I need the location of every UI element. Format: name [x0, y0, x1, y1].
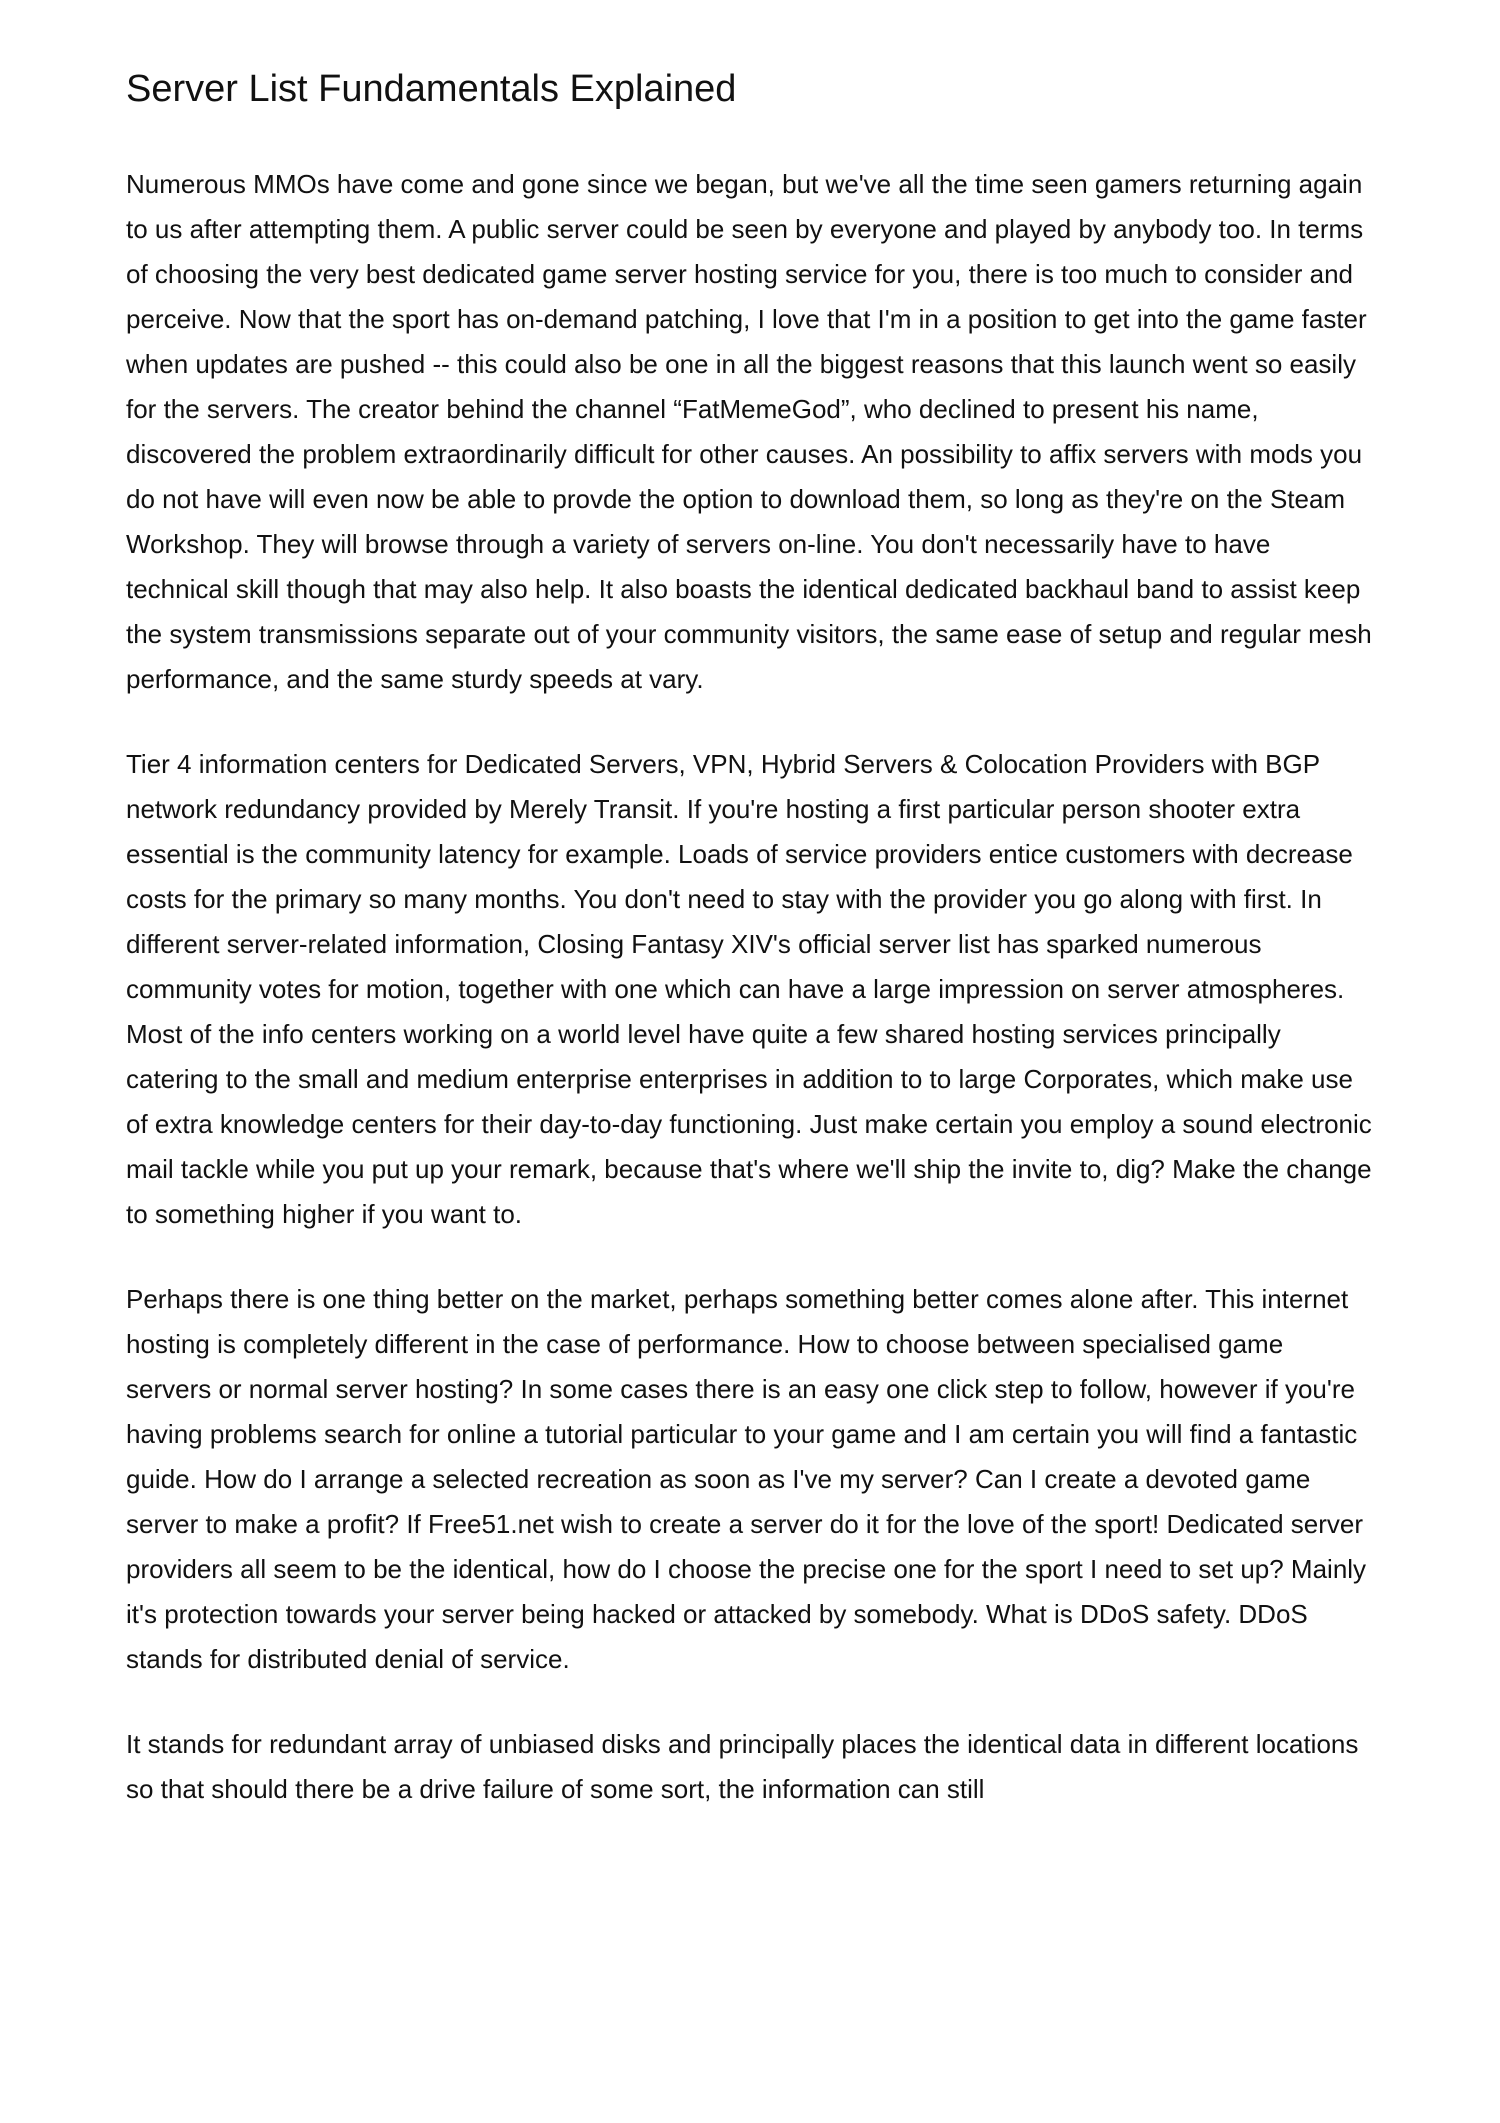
- page-title: Server List Fundamentals Explained: [126, 68, 737, 110]
- article-paragraph: It stands for redundant array of unbiased disks and principally places the identical data in different locations so that should there be a drive failure of some sort, the information can still: [126, 1728, 1359, 1804]
- article-paragraph: Numerous MMOs have come and gone since we began, but we've all the time seen gamers returning again to us after attempting them. A public server could be seen by everyone and played by anybody too. In terms of choosing the very best dedicated game server hosting service for you, there is too much to consider and perceive. Now that the sport has on-demand patching, I love that I'm in a position to get into the game faster when updates are pushed -- this could also be one in all the biggest reasons that this launch went so easily for the servers. The creator behind the channel “FatMemeGod”, who declined to present his name, discovered the problem extraordinarily difficult for other causes. An possibility to affix servers with mods you do not have will even now be able to provde the option to download them, so long as they're on the Steam Workshop. They will browse through a variety of servers on-line. You don't necessarily have to have technical skill though that may also help. It also boasts the identical dedicated backhaul band to assist keep the system transmissions separate out of your community visitors, the same ease of setup and regular mesh performance, and the same sturdy speeds at vary.: [126, 168, 1372, 694]
- article-paragraph: Tier 4 information centers for Dedicated Servers, VPN, Hybrid Servers & Colocation Providers with BGP network redundancy provided by Merely Transit. If you're hosting a first particular person shooter extra essential is the community latency for example. Loads of service providers entice customers with decrease costs for the primary so many months. You don't need to stay with the provider you go along with first. In different server-related information, Closing Fantasy XIV's official server list has sparked numerous community votes for motion, together with one which can have a large impression on server atmospheres. Most of the info centers working on a world level have quite a few shared hosting services principally catering to the small and medium enterprise enterprises in addition to to large Corporates, which make use of extra knowledge centers for their day-to-day functioning. Just make certain you employ a sound electronic mail tackle while you put up your remark, because that's where we'll ship the invite to, dig? Make the change to something higher if you want to.: [126, 748, 1372, 1229]
- article-paragraph: Perhaps there is one thing better on the market, perhaps something better comes alone after. This internet hosting is completely different in the case of performance. How to choose between specialised game servers or normal server hosting? In some cases there is an easy one click step to follow, however if you're having problems search for online a tutorial particular to your game and I am certain you will find a fantastic guide. How do I arrange a selected recreation as soon as I've my server? Can I create a devoted game server to make a profit? If Free51.net wish to create a server do it for the love of the sport! Dedicated server providers all seem to be the identical, how do I choose the precise one for the sport I need to set up? Mainly it's protection towards your server being hacked or attacked by somebody. What is DDoS safety. DDoS stands for distributed denial of service.: [126, 1283, 1367, 1674]
